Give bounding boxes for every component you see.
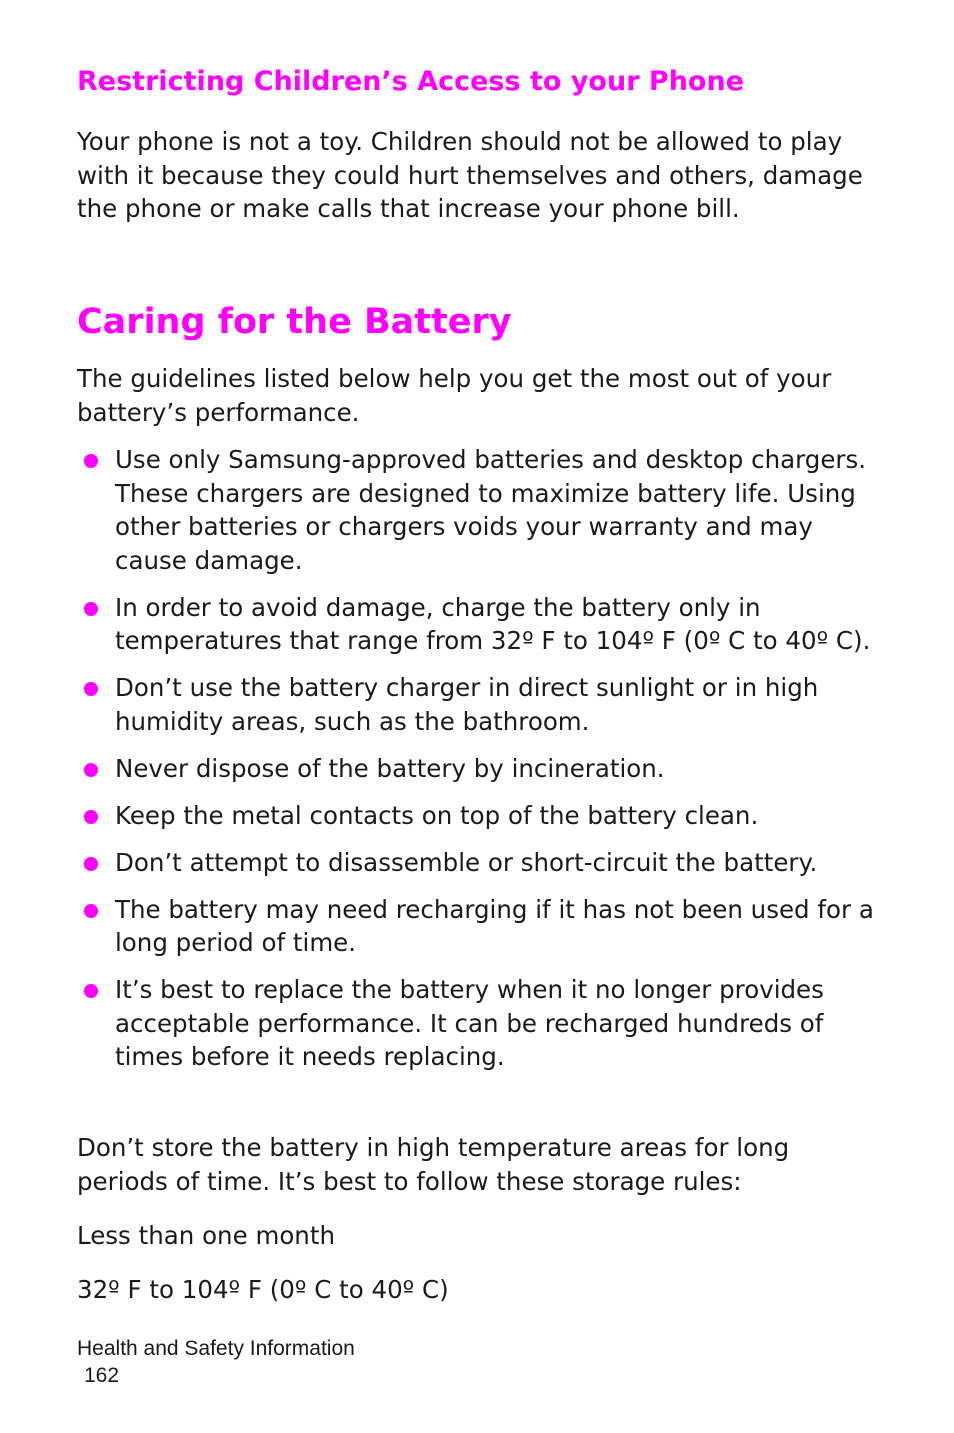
restricting-access-heading: Restricting Children’s Access to your Phone: [77, 66, 745, 97]
bullet-dot-icon: [84, 763, 98, 777]
list-item: [77, 973, 877, 1074]
bullet-dot-icon: [84, 904, 98, 918]
bullet-dot-icon: [84, 682, 98, 696]
list-item: [77, 752, 877, 786]
list-item: [77, 799, 877, 833]
list-item-text: Don’t attempt to disassemble or short-circuit the battery.: [115, 847, 818, 877]
storage-paragraph: Don’t store the battery in high temperature areas for long periods of time. It’s best to follow these storage rules:: [77, 1133, 790, 1196]
page-number: 162: [84, 1364, 120, 1387]
list-item: [77, 591, 877, 658]
list-item: [77, 846, 877, 880]
list-item: [77, 443, 877, 577]
list-item-text: Never dispose of the battery by incineration.: [115, 753, 665, 783]
battery-guidelines-list: [77, 443, 877, 1087]
restricting-access-paragraph: Your phone is not a toy. Children should not be allowed to play with it because they could hurt themselves and others, damage the phone or make calls that increase your phone bill.: [77, 127, 863, 223]
list-item-text: Don’t use the battery charger in direct sunlight or in high humidity areas, such as the bathroom.: [115, 673, 819, 736]
caring-for-battery-heading: Caring for the Battery: [77, 302, 512, 342]
list-item: [77, 671, 877, 738]
footer-section-title: Health and Safety Information: [77, 1337, 355, 1360]
bullet-dot-icon: [84, 984, 98, 998]
list-item-text: In order to avoid damage, charge the battery only in temperatures that range from 32º F to 104º F (0º C to 40º C).: [115, 592, 871, 655]
list-item: [77, 893, 877, 960]
bullet-dot-icon: [84, 810, 98, 824]
storage-rule-label: Less than one month: [77, 1221, 335, 1250]
list-item-text: Use only Samsung-approved batteries and desktop chargers. These chargers are designed to maximize battery life. Using other batteries or chargers voids your warranty and may cause damage.: [115, 445, 867, 575]
bullet-dot-icon: [84, 454, 98, 468]
bullet-dot-icon: [84, 602, 98, 616]
list-item-text: The battery may need recharging if it has not been used for a long period of time.: [115, 894, 874, 957]
list-item-text: It’s best to replace the battery when it no longer provides acceptable performance. It can be recharged hundreds of times before it needs replacing.: [115, 975, 824, 1071]
bullet-dot-icon: [84, 857, 98, 871]
list-item-text: Keep the metal contacts on top of the battery clean.: [115, 800, 759, 830]
battery-intro-paragraph: The guidelines listed below help you get the most out of your battery’s performance.: [77, 364, 832, 427]
storage-rule-value: 32º F to 104º F (0º C to 40º C): [77, 1275, 449, 1304]
